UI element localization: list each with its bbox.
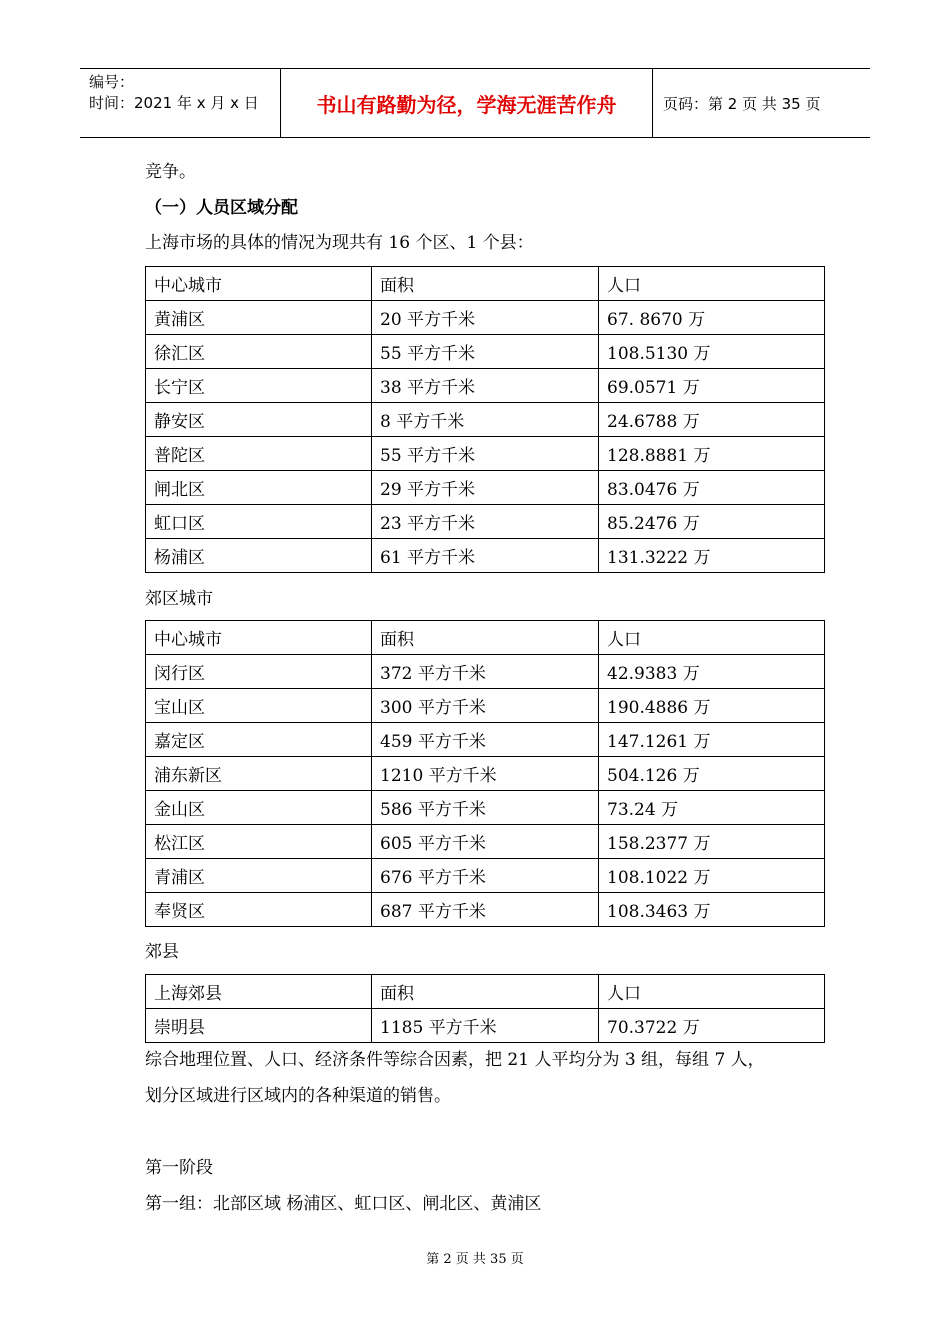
table-cell: 69.0571 万 [599,369,825,403]
table-cell: 108.3463 万 [599,893,825,927]
table-header-cell: 人口 [599,621,825,655]
central-districts-table [145,266,825,573]
table-cell: 131.3222 万 [599,539,825,573]
stage-title: 第一阶段 [145,1158,213,1178]
table-cell: 徐汇区 [146,335,372,369]
table-cell: 605 平方千米 [372,825,599,859]
table-cell: 金山区 [146,791,372,825]
suburb-label: 郊区城市 [145,589,213,609]
table-cell: 190.4886 万 [599,689,825,723]
time-label: 时间：2021 年 x 月 x 日 [89,94,259,112]
table-row [146,689,825,723]
section-title: （一）人员区域分配 [145,198,298,218]
table-cell: 虹口区 [146,505,372,539]
table-cell: 普陀区 [146,437,372,471]
table-cell: 宝山区 [146,689,372,723]
table-cell: 687 平方千米 [372,893,599,927]
suburban-districts-table [145,620,825,927]
header-meta [80,69,281,137]
table-cell: 85.2476 万 [599,505,825,539]
table-header-cell: 中心城市 [146,621,372,655]
table-row [146,723,825,757]
table-cell: 83.0476 万 [599,471,825,505]
table-cell: 静安区 [146,403,372,437]
table-cell: 嘉定区 [146,723,372,757]
table-row [146,825,825,859]
table-cell: 24.6788 万 [599,403,825,437]
table-header-cell: 中心城市 [146,267,372,301]
table-row [146,893,825,927]
table-cell: 73.24 万 [599,791,825,825]
intro-line: 竞争。 [145,162,196,182]
table-cell: 8 平方千米 [372,403,599,437]
table-cell: 长宁区 [146,369,372,403]
group-1-line: 第一组：北部区域 杨浦区、虹口区、闸北区、黄浦区 [145,1194,542,1214]
page-header [80,68,870,138]
table-cell: 奉贤区 [146,893,372,927]
table-cell: 147.1261 万 [599,723,825,757]
county-label: 郊县 [145,942,179,962]
table-cell: 黄浦区 [146,301,372,335]
table-header-row [146,267,825,301]
table-cell: 70.3722 万 [599,1009,825,1043]
table-cell: 108.5130 万 [599,335,825,369]
table-cell: 459 平方千米 [372,723,599,757]
table-header-row [146,621,825,655]
table-cell: 20 平方千米 [372,301,599,335]
table-header-row [146,975,825,1009]
summary-line-2: 划分区域进行区域内的各种渠道的销售。 [145,1086,451,1106]
table-cell: 300 平方千米 [372,689,599,723]
table-cell: 23 平方千米 [372,505,599,539]
table-header-cell: 人口 [599,267,825,301]
table-cell: 1185 平方千米 [372,1009,599,1043]
table-cell: 586 平方千米 [372,791,599,825]
table-header-cell: 人口 [599,975,825,1009]
table-row [146,403,825,437]
table-row [146,859,825,893]
table-cell: 128.8881 万 [599,437,825,471]
table-cell: 42.9383 万 [599,655,825,689]
table-cell: 崇明县 [146,1009,372,1043]
lead-text: 上海市场的具体的情况为现共有 16 个区、1 个县： [145,233,534,253]
table-row [146,539,825,573]
table-row [146,301,825,335]
table-cell: 闸北区 [146,471,372,505]
table-row [146,655,825,689]
table-row [146,471,825,505]
page-indicator: 页码：第 2 页 共 35 页 [663,94,821,113]
table-row [146,437,825,471]
table-row [146,369,825,403]
table-cell: 闵行区 [146,655,372,689]
table-cell: 松江区 [146,825,372,859]
table-cell: 1210 平方千米 [372,757,599,791]
table-header-cell: 上海郊县 [146,975,372,1009]
summary-line-1: 综合地理位置、人口、经济条件等综合因素，把 21 人平均分为 3 组，每组 7 人， [145,1050,765,1070]
county-table [145,974,825,1043]
header-motto: 书山有路勤为径，学海无涯苦作舟 [281,69,653,137]
table-header-cell: 面积 [372,975,599,1009]
table-cell: 676 平方千米 [372,859,599,893]
table-row [146,335,825,369]
table-cell: 38 平方千米 [372,369,599,403]
table-cell: 158.2377 万 [599,825,825,859]
table-cell: 61 平方千米 [372,539,599,573]
table-cell: 504.126 万 [599,757,825,791]
table-cell: 67. 8670 万 [599,301,825,335]
table-cell: 55 平方千米 [372,335,599,369]
table-cell: 108.1022 万 [599,859,825,893]
table-row [146,791,825,825]
table-row [146,1009,825,1043]
table-cell: 29 平方千米 [372,471,599,505]
table-header-cell: 面积 [372,267,599,301]
page-footer: 第 2 页 共 35 页 [426,1252,524,1267]
table-cell: 浦东新区 [146,757,372,791]
number-label: 编号： [89,73,135,91]
table-row [146,757,825,791]
table-header-cell: 面积 [372,621,599,655]
table-row [146,505,825,539]
table-cell: 青浦区 [146,859,372,893]
table-cell: 372 平方千米 [372,655,599,689]
table-cell: 杨浦区 [146,539,372,573]
table-cell: 55 平方千米 [372,437,599,471]
